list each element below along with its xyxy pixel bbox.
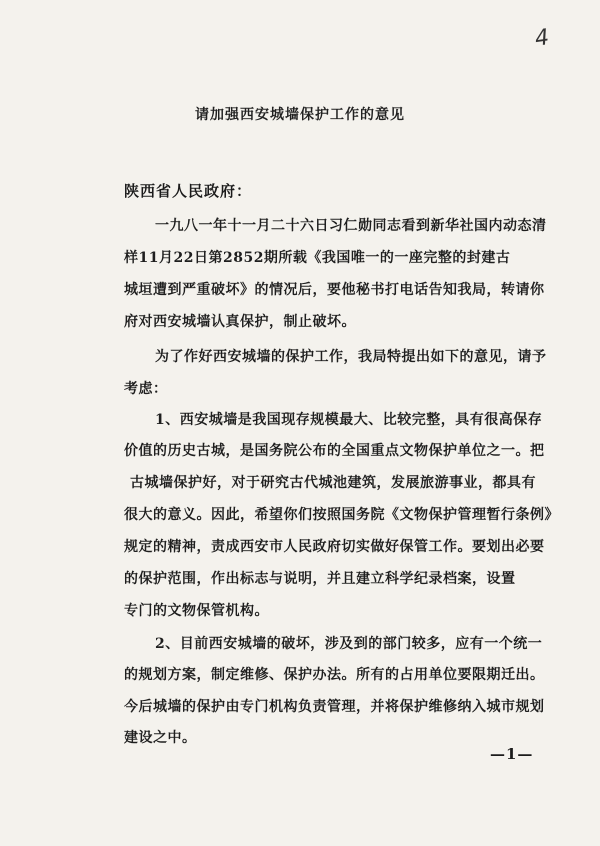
document-title: 请加强西安城墙保护工作的意见 [195, 107, 405, 123]
body-line: 今后城墙的保护由专门机构负责管理，并将保护维修纳入城市规划 [124, 699, 545, 715]
body-line: 样11月22日第2852期所载《我国唯一的一座完整的封建古 [124, 250, 511, 266]
body-line: 为了作好西安城墙的保护工作，我局特提出如下的意见，请予 [155, 349, 547, 365]
body-line: 府对西安城墙认真保护，制止破坏。 [124, 314, 356, 330]
body-line: 城垣遭到严重破坏》的情况后，要他秘书打电话告知我局，转请你 [124, 282, 545, 298]
body-line: 建设之中。 [124, 730, 197, 746]
body-line: 考虑： [124, 381, 168, 397]
body-line: 2、目前西安城墙的破坏，涉及到的部门较多，应有一个统一 [155, 636, 543, 652]
body-line: 规定的精神，责成西安市人民政府切实做好保管工作。要划出必要 [124, 539, 545, 555]
body-line: 价值的历史古城，是国务院公布的全国重点文物保护单位之一。把 [124, 443, 545, 459]
body-line: 很大的意义。因此，希望你们按照国务院《文物保护管理暂行条例》 [124, 507, 559, 523]
body-line: 专门的文物保管机构。 [124, 603, 269, 619]
body-line: 的规划方案，制定维修、保护办法。所有的占用单位要限期迁出。 [124, 667, 545, 683]
body-line: 古城墙保护好，对于研究古代城池建筑，发展旅游事业，都具有 [130, 475, 536, 491]
salutation: 陕西省人民政府： [124, 182, 253, 200]
body-line: 一九八一年十一月二十六日习仁勋同志看到新华社国内动态清 [155, 218, 547, 234]
body-line: 的保护范围，作出标志与说明，并且建立科学纪录档案，设置 [124, 571, 516, 587]
handwritten-page-mark: 4 [533, 25, 551, 52]
body-line: 1、西安城墙是我国现存规模最大、比较完整，具有很高保存 [155, 412, 543, 428]
page-number: —1— [490, 745, 534, 763]
